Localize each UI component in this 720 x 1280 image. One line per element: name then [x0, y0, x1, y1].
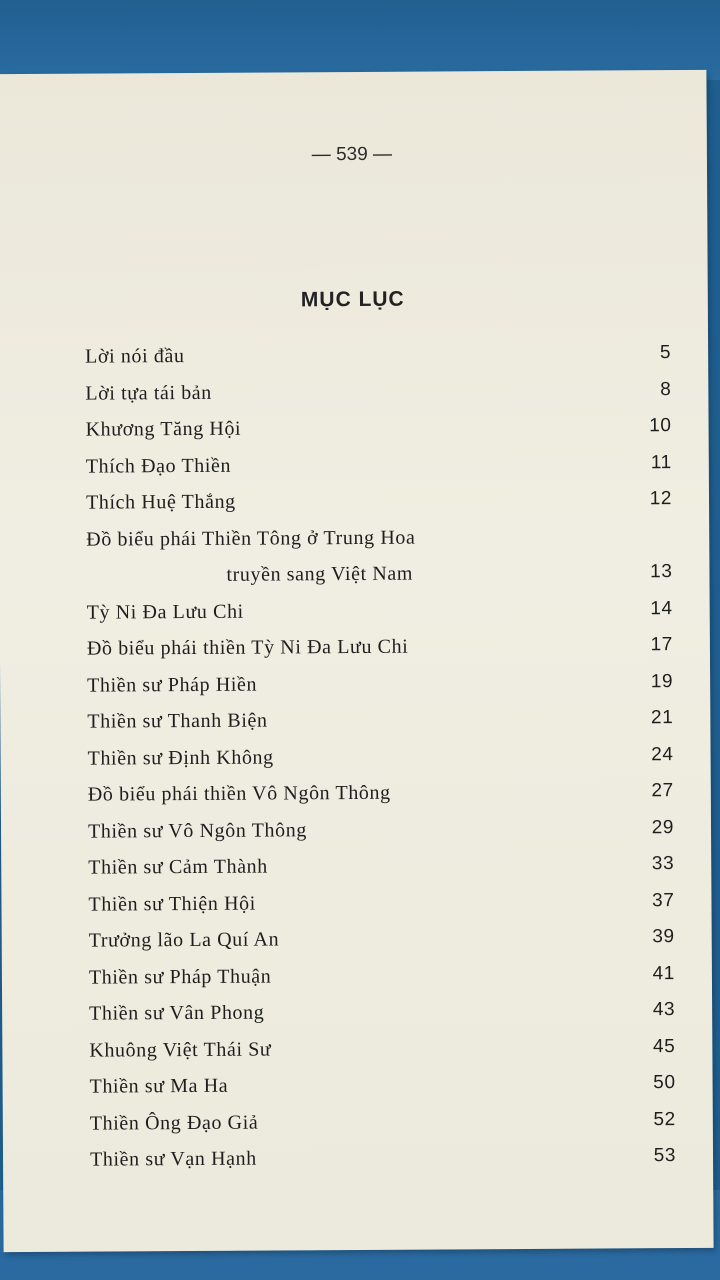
toc-entry	[89, 1035, 689, 1075]
toc-entry	[90, 1108, 690, 1148]
toc-entry-page: 41	[652, 962, 675, 984]
toc-entry-label: Thích Đạo Thiền	[85, 454, 232, 478]
toc-entry	[87, 670, 687, 710]
toc-entry-label: Khuông Việt Thái Sư	[89, 1038, 272, 1062]
toc-entry-page: 52	[653, 1108, 676, 1130]
toc-entry-page: 39	[652, 926, 675, 948]
toc-entry	[85, 342, 685, 382]
toc-entry-page: 8	[660, 378, 672, 400]
toc-entry-label: Tỳ Ni Đa Lưu Chi	[86, 600, 244, 624]
toc-entry-page: 50	[653, 1072, 676, 1094]
toc-entry-page: 29	[651, 816, 675, 838]
toc-entry-label: Thích Huệ Thắng	[85, 490, 236, 514]
background-top	[0, 0, 720, 80]
toc-entry-label: Thiền sư Thanh Biện	[87, 709, 268, 733]
toc-entry	[87, 707, 687, 747]
toc-entry-page: 27	[651, 780, 674, 802]
toc-entry	[88, 889, 688, 929]
toc-entry-page: 37	[652, 889, 675, 911]
toc-entry	[86, 524, 686, 601]
toc-entry-page: 45	[652, 1035, 676, 1057]
toc-entry	[88, 780, 688, 820]
toc-entry-page: 14	[650, 597, 673, 619]
toc-entry-label: Đồ biểu phái Thiền Tông ở Trung Hoa	[86, 526, 416, 551]
toc-entry	[88, 743, 688, 783]
toc-entry-label: Thiền sư Ma Ha	[89, 1074, 229, 1098]
page-title: MỤC LỤC	[300, 287, 405, 312]
toc-entry	[86, 415, 686, 455]
toc-entry-page: 53	[653, 1145, 677, 1167]
toc-entry	[89, 962, 689, 1002]
toc-entry-page: 11	[650, 451, 672, 473]
toc-entry-page: 5	[659, 342, 672, 364]
toc-entry-label: Thiền Ông Đạo Giả	[89, 1111, 259, 1135]
toc-entry-page: 19	[650, 670, 674, 692]
toc-entry-label: Thiền sư Pháp Thuận	[88, 965, 272, 989]
toc-entry-label: Thiền sư Thiện Hội	[88, 892, 256, 916]
toc-entry	[90, 1145, 690, 1185]
toc-entry-label: Thiền sư Vân Phong	[89, 1001, 265, 1025]
toc-entry-page: 13	[650, 560, 673, 582]
toc-entry-label: Trưởng lão La Quí An	[88, 928, 280, 952]
toc-entry-page: 24	[651, 743, 674, 765]
table-of-contents	[85, 342, 690, 1185]
toc-entry-page: 21	[650, 707, 674, 729]
toc-entry-label: Khương Tăng Hội	[85, 417, 242, 441]
toc-entry-label: Thiền sư Cảm Thành	[88, 855, 268, 879]
toc-entry	[88, 853, 688, 893]
toc-entry	[89, 926, 689, 966]
toc-entry-label: Thiền sư Định Không	[87, 745, 274, 770]
toc-entry-page: 43	[652, 999, 676, 1021]
toc-entry	[90, 1072, 690, 1112]
toc-entry-label: Thiền sư Vô Ngôn Thông	[87, 818, 307, 843]
toc-entry-label: Đồ biểu phái thiền Vô Ngôn Thông	[87, 781, 391, 806]
toc-entry	[89, 999, 689, 1039]
toc-entry	[86, 488, 686, 528]
toc-entry-label: Lời tựa tái bản	[85, 381, 212, 405]
toc-entry	[85, 378, 685, 418]
toc-entry	[87, 597, 687, 637]
toc-entry	[86, 451, 686, 491]
book-page	[0, 70, 714, 1252]
toc-entry-label: Thiền sư Pháp Hiền	[87, 673, 258, 697]
toc-entry-label: Đồ biểu phái thiền Tỳ Ni Đa Lưu Chi	[86, 635, 409, 660]
toc-entry	[87, 634, 687, 674]
toc-entry-page: 12	[649, 488, 673, 510]
toc-entry-label: Lời nói đầu	[85, 345, 185, 368]
page-number: — 539 —	[311, 143, 393, 166]
toc-entry-label-continued: truyền sang Việt Nam	[226, 562, 414, 586]
toc-entry-page: 17	[650, 634, 673, 656]
toc-entry	[88, 816, 688, 856]
toc-entry-label: Thiền sư Vạn Hạnh	[89, 1147, 257, 1171]
toc-entry-page: 33	[651, 853, 675, 875]
toc-entry-page: 10	[649, 415, 672, 437]
